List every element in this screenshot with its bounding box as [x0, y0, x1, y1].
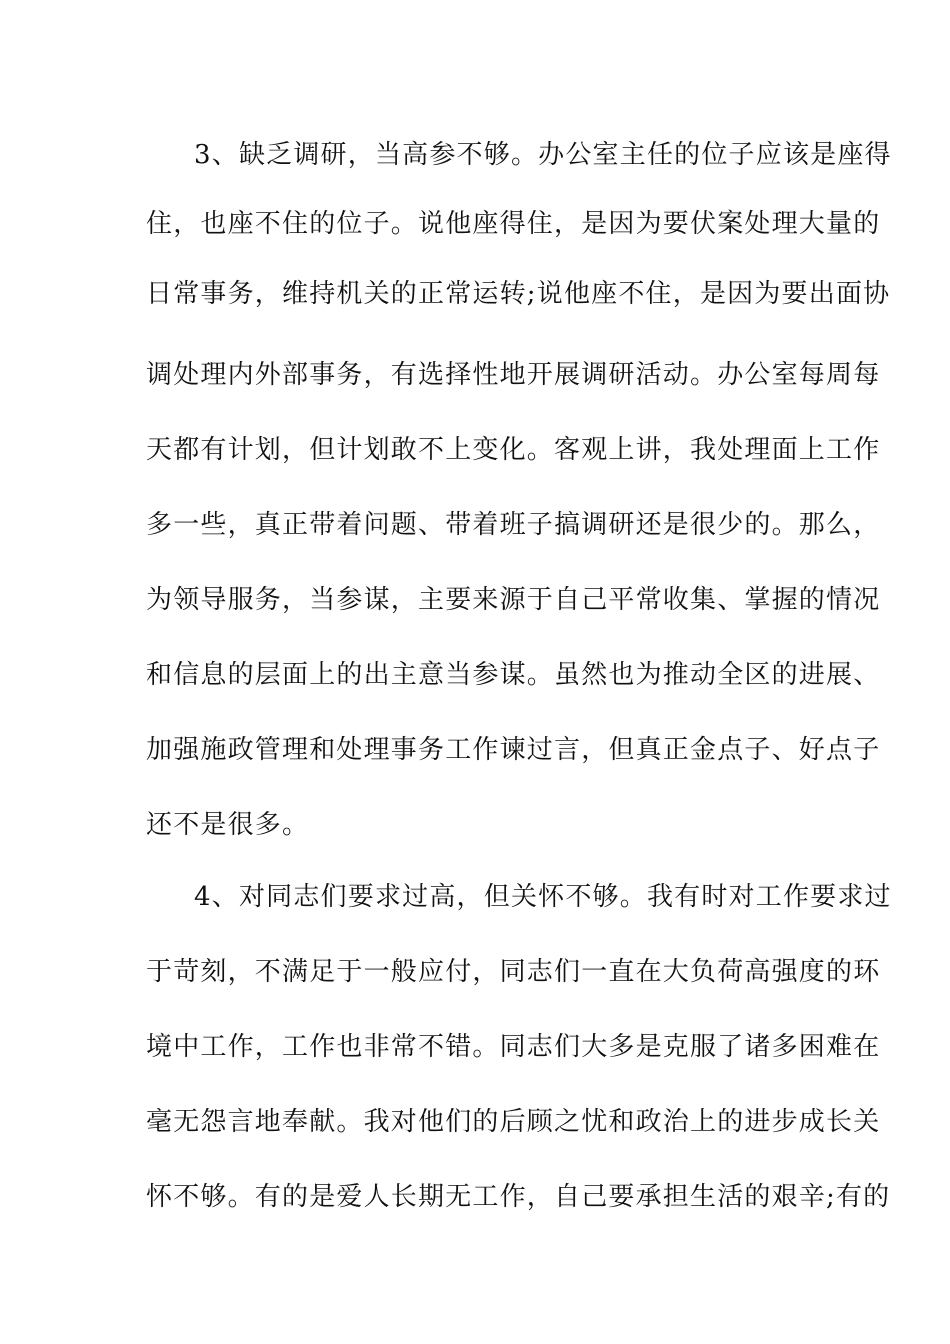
text-line: 天都有计划，但计划敢不上变化。客观上讲，我处理面上工作: [146, 435, 881, 465]
text-line: 境中工作，工作也非常不错。同志们大多是克服了诸多困难在: [146, 1032, 881, 1062]
text-line: 为领导服务，当参谋，主要来源于自己平常收集、掌握的情况: [146, 585, 881, 615]
text-line: 于苛刻，不满足于一般应付，同志们一直在大负荷高强度的环: [146, 957, 881, 987]
text-line: 3、缺乏调研，当高参不够。办公室主任的位子应该是座得: [194, 140, 892, 170]
text-line: 还不是很多。: [146, 810, 310, 840]
text-line: 调处理内外部事务，有选择性地开展调研活动。办公室每周每: [146, 360, 881, 390]
text-line: 毫无怨言地奉献。我对他们的后顾之忧和政治上的进步成长关: [146, 1107, 881, 1137]
text-line: 怀不够。有的是爱人长期无工作，自己要承担生活的艰辛;有的: [146, 1182, 891, 1212]
text-line: 加强施政管理和处理事务工作谏过言，但真正金点子、好点子: [146, 735, 881, 765]
text-line: 日常事务，维持机关的正常运转;说他座不住，是因为要出面协: [146, 279, 891, 309]
text-line: 多一些，真正带着问题、带着班子搞调研还是很少的。那么，: [146, 510, 881, 540]
text-line: 4、对同志们要求过高，但关怀不够。我有时对工作要求过: [194, 882, 892, 912]
text-line: 住，也座不住的位子。说他座得住，是因为要伏案处理大量的: [146, 209, 881, 239]
text-line: 和信息的层面上的出主意当参谋。虽然也为推动全区的进展、: [146, 660, 881, 690]
